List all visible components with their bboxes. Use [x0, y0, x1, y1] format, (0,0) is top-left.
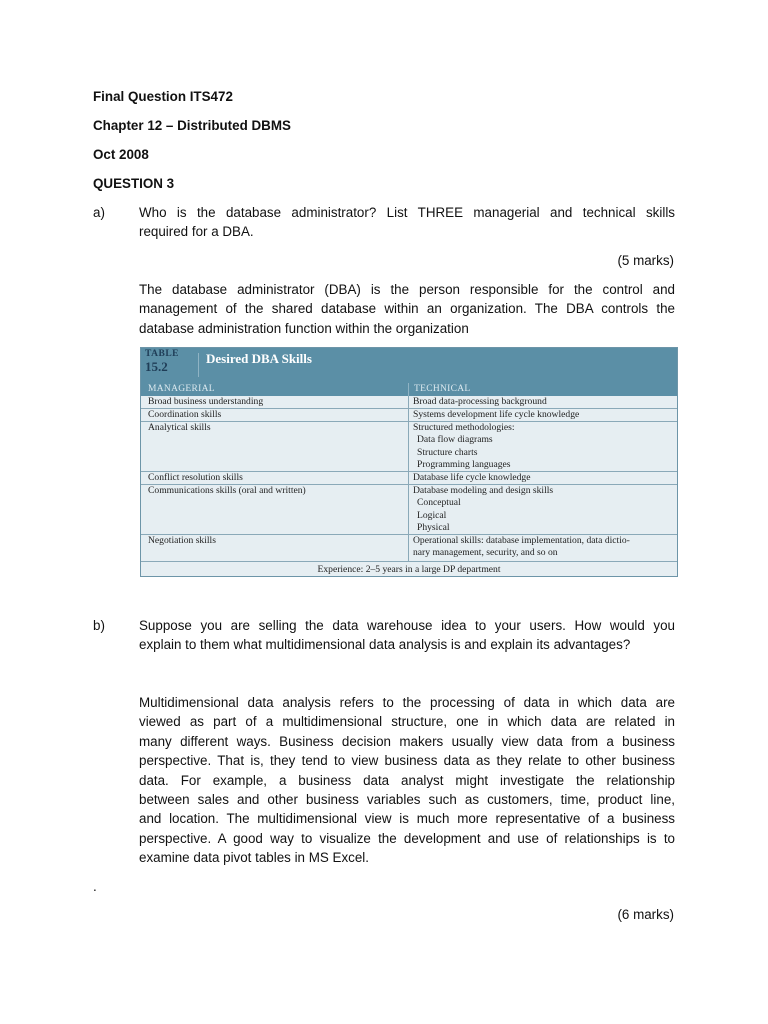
managerial-cell: Coordination skills	[148, 409, 222, 420]
part-b-answer	[139, 693, 675, 868]
technical-subitem: Conceptual	[417, 497, 461, 509]
technical-cell: Systems development life cycle knowledge	[413, 409, 580, 420]
answer-line: The database administrator (DBA) is the person responsible for the control and	[139, 282, 675, 297]
technical-cell: Database life cycle knowledge	[413, 472, 531, 483]
column-header-managerial: MANAGERIAL	[140, 383, 408, 396]
technical-cell: Broad data-processing background	[413, 396, 547, 407]
part-a-label: a)	[93, 205, 105, 220]
chapter-heading: Chapter 12 – Distributed DBMS	[93, 118, 291, 133]
question-heading: QUESTION 3	[93, 176, 175, 191]
part-a-marks: (5 marks)	[617, 253, 674, 268]
table-border	[140, 347, 678, 577]
technical-text: Structured methodologies:	[413, 422, 515, 433]
technical-subitem: Physical	[417, 522, 450, 534]
technical-text: nary management, security, and so on	[413, 547, 558, 559]
managerial-cell: Negotiation skills	[148, 535, 216, 546]
managerial-cell: Broad business understanding	[148, 396, 264, 407]
answer-line: and location. The multidimensional view is much more representative of a business	[139, 811, 675, 827]
managerial-cell: Analytical skills	[148, 422, 211, 433]
technical-subitem: Logical	[417, 509, 447, 521]
table-title: Desired DBA Skills	[206, 351, 312, 366]
table-label-number: 15.2	[145, 359, 168, 374]
managerial-cell: Conflict resolution skills	[148, 472, 243, 483]
answer-line: management of the shared database within an organization. The DBA controls the	[139, 301, 675, 317]
part-b-question-line: Suppose you are selling the data warehouse idea to your users. How would you	[139, 618, 675, 633]
answer-line: examine data pivot tables in MS Excel.	[139, 850, 369, 866]
part-b-marks: (6 marks)	[617, 907, 674, 922]
technical-text: Operational skills: database implementation, data dictio-	[413, 535, 630, 546]
part-b-label: b)	[93, 618, 105, 633]
date-heading: Oct 2008	[93, 147, 149, 162]
column-header-technical: TECHNICAL	[408, 383, 678, 396]
answer-line: Multidimensional data analysis refers to the processing of data in which data are	[139, 695, 675, 710]
part-a-answer	[139, 280, 675, 338]
part-b-question	[139, 616, 675, 655]
technical-subitem: Programming languages	[417, 459, 511, 471]
table-experience-row: Experience: 2–5 years in a large DP department	[140, 562, 678, 577]
dba-skills-table	[140, 347, 678, 577]
part-a-question-line: required for a DBA.	[139, 224, 254, 240]
technical-subitem: Structure charts	[417, 446, 478, 458]
answer-line: many different ways. Business decision makers usually view data from a business	[139, 733, 675, 749]
managerial-cell: Communications skills (oral and written)	[148, 485, 306, 496]
table-label-word: TABLE	[145, 349, 180, 359]
part-b-question-line: explain to them what multidimensional data analysis is and explain its advantages?	[139, 637, 631, 653]
answer-line: database administration function within the organization	[139, 320, 469, 336]
stray-dot: .	[93, 879, 97, 894]
technical-text: Database modeling and design skills	[413, 485, 554, 496]
answer-line: perspective. That is, they tend to view business data as they relate to other business	[139, 753, 675, 769]
technical-subitem: Data flow diagrams	[417, 434, 493, 446]
answer-line: between sales and other business variables such as customers, time, product line,	[139, 792, 675, 808]
answer-line: data. For example, a business data analyst might investigate the relationship	[139, 772, 675, 788]
part-a-question-line: Who is the database administrator? List THREE managerial and technical skills	[139, 205, 675, 220]
part-a-question	[139, 203, 675, 242]
document-title: Final Question ITS472	[93, 89, 233, 104]
answer-line: viewed as part of a multidimensional structure, one in which data are related in	[139, 714, 675, 730]
answer-line: perspective. A good way to visualize the development and use of relationships is to	[139, 830, 675, 846]
